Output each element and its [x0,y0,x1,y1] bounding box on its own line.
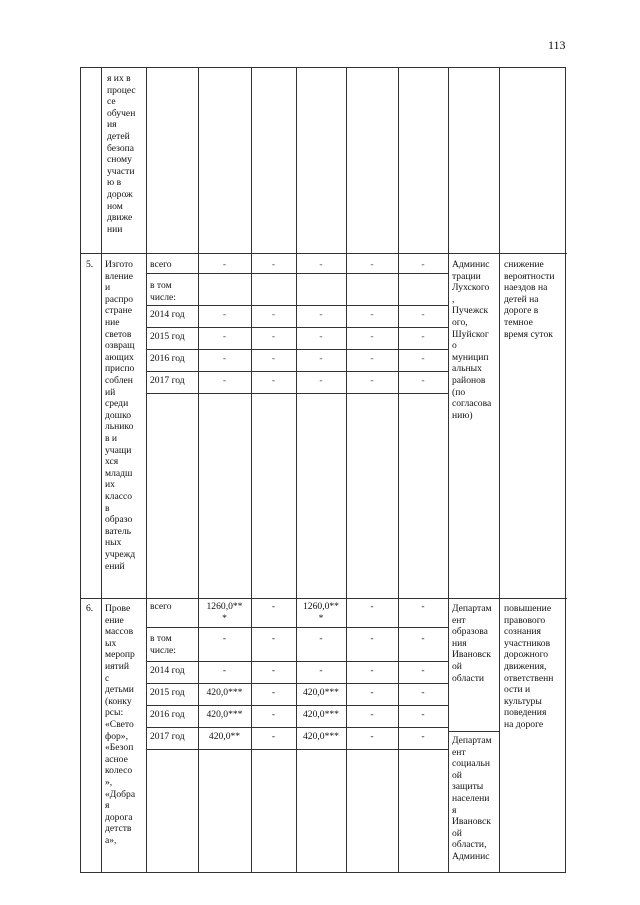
executor-separator [448,731,499,732]
activity-name-line: ий [105,386,116,398]
result-line: детей на [504,293,539,305]
activity-name-line: ние [105,317,120,328]
value-cell: - [222,633,227,644]
activity-name-line: колесо [105,765,133,777]
result-line: поведения [504,707,547,719]
activity-name-line: рсы: [105,707,124,719]
period-label: 2016 год [150,709,185,720]
executor-line: Шуйског [452,328,489,340]
value-cell: - [222,353,227,364]
value-cell: - [421,259,425,270]
result-line: культуры [504,695,542,707]
activity-name-line: светов [105,328,132,340]
row-separator [81,598,567,599]
column-rule [398,68,399,872]
value-cell: - [370,709,374,720]
activity-name-line: Изгото [105,259,133,270]
activity-name-line: их [105,479,115,491]
value-cell: - [370,731,374,742]
executor-line: Ивановск [452,816,491,828]
activity-name-line: фор», [105,730,129,742]
activity-name-line: безопа [107,142,135,154]
period-label: 2016 год [150,353,185,364]
result-line: участников [504,637,551,649]
executor-line: социальн [452,758,490,770]
period-label: 2015 год [150,331,185,342]
period-label: 2015 год [150,687,185,698]
activity-name-line: ение [105,614,124,626]
result-line: сознания [504,626,541,638]
activity-name-line: детств [105,823,132,835]
value-cell: - [222,331,227,342]
executor-line: населени [452,793,490,804]
page-number: 113 [548,38,566,52]
executor-line: согласова [452,398,492,410]
value-cell: - [319,633,323,644]
value-cell: - [421,601,425,612]
period-label: 2017 год [150,731,185,742]
value-cell: - [421,665,425,676]
row-number: 5. [86,259,94,270]
executor-line: ент [452,746,466,758]
activity-name-line: (конку [105,695,132,707]
value-cell: - [421,731,425,742]
activity-name-line: в [105,502,110,514]
activity-name-line: сному [107,154,132,166]
period-label: 2014 год [150,309,185,320]
executor-line: области [452,672,485,684]
value-cell: - [222,375,227,386]
activity-name-line: ном [107,200,123,212]
result-line: ости и [504,684,531,696]
subrow-separator [146,305,448,306]
activity-name-line: ающих [105,351,134,363]
value-cell: - [271,687,276,698]
value-cell: - [370,309,374,320]
activity-name-line: ю в [107,177,122,189]
result-line: правового [504,614,546,626]
executor-line: о [452,340,457,352]
value-cell: - [421,687,425,698]
period-label: 2014 год [150,665,185,676]
activity-name-line: я их в [107,73,131,84]
column-rule [448,68,449,872]
activity-name-line: дошко [105,409,132,421]
activity-name-line: Прове [105,603,131,614]
executor-line: районов [452,375,486,386]
executor-line: муницип [452,351,489,363]
period-label: в том числе: [150,280,176,303]
value-cell: - [319,353,323,364]
executor-line: области, [452,839,487,851]
program-table [80,67,566,873]
activity-name-line: обучен [107,107,136,119]
activity-name-line: ых [105,637,117,649]
activity-name-line: льнико [105,421,134,433]
value-cell: - [319,259,323,270]
executor-line: Админис [452,259,490,270]
value-cell: - [370,259,374,270]
activity-name-line: «Свето [105,719,134,730]
value-cell: 1260,0** * [206,601,243,624]
column-rule [251,68,252,872]
subrow-separator [146,371,448,372]
activity-name-line: распро [105,293,134,305]
activity-name-line: стране [105,305,133,317]
activity-name-line: образо [105,514,133,526]
result-line: снижение [504,259,544,270]
activity-name-line: ных [105,537,122,549]
activity-name-line: учрежд [105,549,136,560]
activity-name-line: соблен [105,375,133,386]
value-cell: - [370,665,374,676]
value-cell: - [271,375,276,386]
activity-name-line: а», [105,835,117,846]
period-label: 2017 год [150,375,185,386]
activity-name-line: детьми [105,684,134,696]
value-cell: - [271,331,276,342]
value-cell: - [421,375,425,386]
value-cell: - [271,633,276,644]
value-cell: - [421,353,425,364]
value-cell: - [370,687,374,698]
executor-line: ого, [452,317,468,328]
activity-name-line: ватель [105,525,132,537]
result-line: темное [504,317,533,328]
subrow-separator [146,661,448,662]
value-cell: - [271,731,276,742]
value-cell: - [271,259,276,270]
executor-line: трации [452,270,481,282]
subrow-separator [146,393,448,394]
row-number: 6. [86,603,94,614]
value-cell: - [421,309,425,320]
executor-line: защиты [452,781,484,793]
subrow-separator [146,273,448,274]
activity-name-line: иятий [105,661,130,672]
activity-name-line: с [105,672,110,684]
result-line: повышение [504,603,552,614]
value-cell: - [271,601,276,612]
activity-name-line: хся [105,456,119,468]
value-cell: - [370,353,374,364]
activity-name-line: процес [107,84,136,96]
result-line: дорожного [504,649,549,661]
activity-name-line: озвращ [105,340,135,352]
activity-name-line: приспо [105,363,135,375]
column-rule [198,68,199,872]
activity-name-line: вление [105,270,133,282]
activity-name-line: классо [105,491,133,502]
value-cell: 1260,0** * [303,601,339,624]
value-cell: - [319,331,323,342]
executor-line: Ивановск [452,649,491,661]
subrow-separator [146,327,448,328]
value-cell: - [271,353,276,364]
executor-line: нию) [452,409,473,421]
column-rule [296,68,297,872]
executor-line: ой [452,827,462,839]
activity-name-line: в и [105,433,118,444]
result-line: время суток [504,328,553,340]
activity-name-line: се [107,96,116,108]
value-cell: - [421,709,425,720]
value-cell: - [271,709,276,720]
executor-line: я [452,804,457,816]
executor-line: ой [452,769,462,781]
period-label: всего [150,601,172,612]
subrow-separator [146,349,448,350]
activity-name-line: массов [105,626,134,638]
activity-name-line: среди [105,398,129,410]
value-cell: - [271,309,276,320]
value-cell: - [271,665,276,676]
period-label: в том числе: [150,633,176,656]
value-cell: - [319,375,323,386]
value-cell: 420,0*** [206,687,243,698]
executor-line: Пучежск [452,305,489,317]
column-rule [146,68,147,872]
activity-name-line: меропр [105,649,135,661]
subrow-separator [146,683,448,684]
executor-line: , [452,293,455,305]
activity-name-line: участи [107,165,135,177]
value-cell: - [370,331,374,342]
executor-line: ент [452,614,466,626]
value-cell: - [370,633,374,644]
activity-name-line: ия [107,119,117,131]
activity-name-line: дорож [107,189,133,200]
value-cell: - [222,259,227,270]
executor-line: альных [452,363,482,375]
result-line: движения, [504,661,547,672]
subrow-separator [146,627,448,628]
column-rule [499,68,500,872]
subrow-separator [146,727,448,728]
executor-line: ния [452,637,467,649]
value-cell: 420,0*** [303,687,339,698]
subrow-separator [146,749,448,750]
column-rule [346,68,347,872]
result-line: ответственн [504,672,554,684]
result-line: дороге в [504,305,539,317]
value-cell: 420,0*** [303,709,339,720]
value-cell: - [319,665,323,676]
value-cell: - [370,375,374,386]
executor-line: Лухского [452,282,490,294]
activity-name-line: учащи [105,444,132,456]
activity-name-line: нии [107,223,123,235]
row-separator [81,253,567,254]
result-line: вероятности [504,270,555,282]
activity-name-line: асное [105,753,128,765]
value-cell: - [319,309,323,320]
executor-line: образова [452,626,488,638]
column-rule [101,68,102,872]
activity-name-line: дорога [105,811,133,823]
executor-line: Департам [452,735,492,746]
activity-name-line: «Безоп [105,742,134,754]
executor-line: (по [452,386,466,398]
executor-line: Департам [452,603,492,614]
activity-name-line: «Добра [105,788,136,800]
subrow-separator [146,705,448,706]
executor-line: ой [452,661,462,672]
value-cell: - [222,665,227,676]
value-cell: 420,0*** [206,709,243,720]
activity-name-line: движе [107,212,133,224]
activity-name-line: младш [105,467,133,479]
activity-name-line: ений [105,560,125,572]
value-cell: 420,0** [208,731,241,742]
activity-name-line: », [105,777,113,788]
activity-name-line: детей [107,131,130,142]
result-line: наездов на [504,282,548,294]
activity-name-line: я [105,800,110,812]
value-cell: - [421,331,425,342]
executor-line: Админис [452,851,490,862]
value-cell: 420,0*** [303,731,339,742]
result-line: на дороге [504,719,544,730]
value-cell: - [222,309,227,320]
activity-name-line: и [105,282,111,294]
value-cell: - [421,633,425,644]
period-label: всего [150,259,172,270]
value-cell: - [370,601,374,612]
